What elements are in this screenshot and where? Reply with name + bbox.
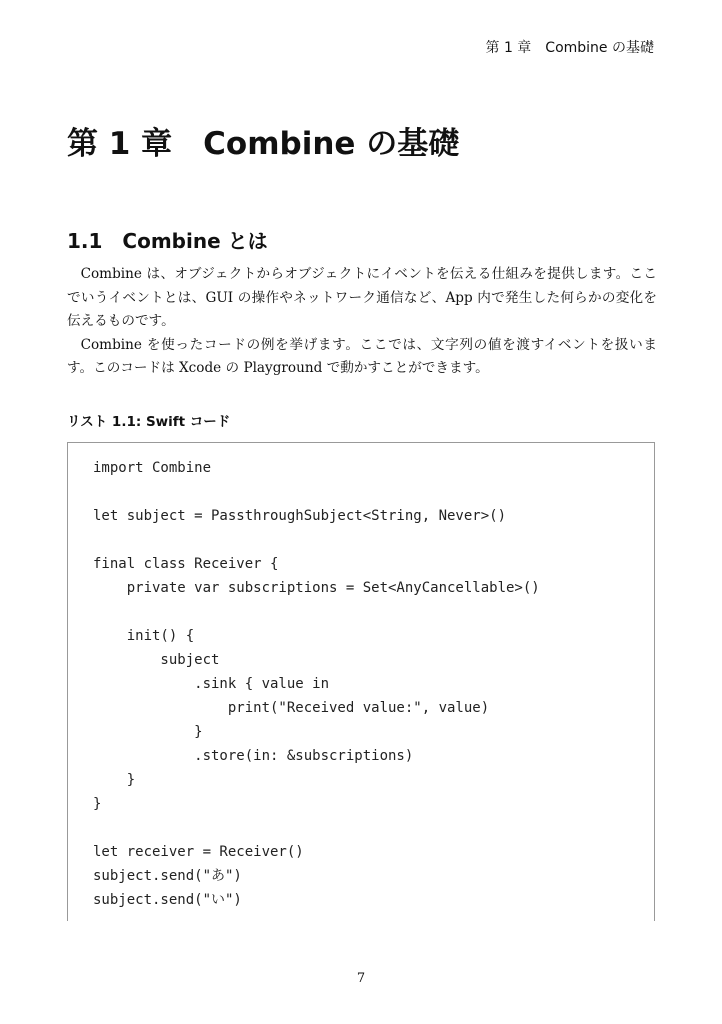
section-title: 1.1 Combine とは [67,229,268,253]
running-header: 第 1 章 Combine の基礎 [485,40,654,56]
listing-caption: リスト 1.1: Swift コード [67,414,231,430]
code-line: subject.send("い") [93,892,242,908]
code-line: .store(in: &subscriptions) [93,748,414,764]
code-line: } [93,772,136,788]
code-line [93,480,654,504]
page-number: 7 [356,971,366,986]
code-line [93,600,654,624]
code-line [93,528,654,552]
code-line: .sink { value in [93,676,330,692]
code-line: init() { [93,628,195,644]
code-line: let subject = PassthroughSubject<String, Never>() [93,508,507,524]
code-line: } [93,796,102,812]
code-line: import Combine [93,460,212,476]
code-line: } [93,724,203,740]
body-text [67,263,657,381]
code-line: subject [93,652,220,668]
code-line: print("Received value:", value) [93,700,490,716]
paragraph: Combine は、オブジェクトからオブジェクトにイベントを伝える仕組みを提供します。ここでいうイベントとは、GUI の操作やネットワーク通信など、App 内で発生した何らかの変化を伝えるものです。 [67,266,657,329]
code-listing [67,442,655,921]
code-line: final class Receiver { [93,556,279,572]
code-line: let receiver = Receiver() [93,844,304,860]
chapter-title: 第 1 章 Combine の基礎 [67,126,460,162]
code-line: private var subscriptions = Set<AnyCancellable>() [93,580,540,596]
code-line: subject.send("あ") [93,868,242,884]
code-block [68,443,654,912]
code-line [93,816,654,840]
paragraph: Combine を使ったコードの例を挙げます。ここでは、文字列の値を渡すイベントを扱います。このコードは Xcode の Playground で動かすことができます。 [67,336,657,376]
